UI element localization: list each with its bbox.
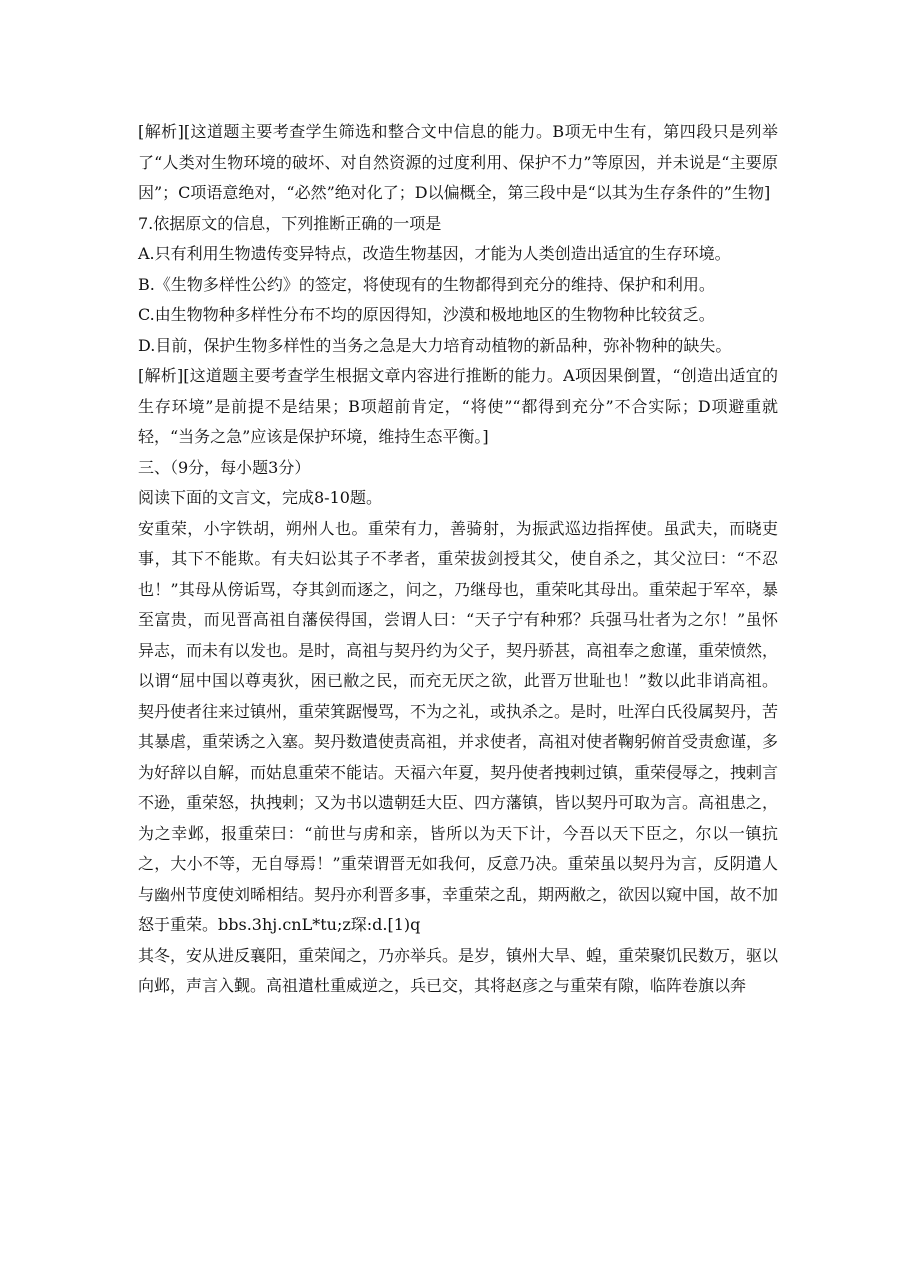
analysis-paragraph-q7: [解析][这道题主要考查学生根据文章内容进行推断的能力。A项因果倒置，“创造出适宜的生存环境”是前提不是结果；B项超前肯定，“将使”“都得到充分”不合实际；D项避重就轻，“当务之急”应该是保护环境，维持生态平衡。] (138, 366, 778, 446)
option-c: C.由生物物种多样性分布不均的原因得知，沙漠和极地地区的生物物种比较贫乏。 (138, 305, 715, 324)
section-heading: 三、（9分，每小题3分） (138, 457, 311, 477)
analysis-paragraph-q6: [解析][这道题主要考查学生筛选和整合文中信息的能力。B项无中生有，第四段只是列举了“人类对生物环境的破坏、对自然资源的过度利用、保护不力”等原因，并未说是“主要原因”；C项语意绝对，“必然”绝对化了；D以偏概全，第三段中是“以其为生存条件的”生物] (138, 122, 778, 202)
option-b: B.《生物多样性公约》的签定，将使现有的生物都得到充分的维持、保护和利用。 (138, 274, 715, 294)
reading-instruction: 阅读下面的文言文，完成8-10题。 (138, 488, 382, 507)
question-7-stem: 7.依据原文的信息，下列推断正确的一项是 (138, 213, 442, 233)
document-body (138, 117, 778, 1002)
classical-text-paragraph-2: 其冬，安从进反襄阳，重荣闻之，乃亦举兵。是岁，镇州大旱、蝗，重荣聚饥民数万，驱以向邺，声言入觐。高祖遣杜重威逆之，兵已交，其将赵彦之与重荣有隙，临阵卷旗以奔 (138, 945, 779, 995)
option-d: D.目前，保护生物多样性的当务之急是大力培育动植物的新品种，弥补物种的缺失。 (138, 335, 732, 355)
classical-text-paragraph-1: 安重荣，小字铁胡，朔州人也。重荣有力，善骑射，为振武巡边指挥使。虽武夫，而晓吏事，其下不能欺。有夫妇讼其子不孝者，重荣拔剑授其父，使自杀之，其父泣曰：“不忍也！”其母从傍诟骂，夺其剑而逐之，问之，乃继母也，重荣叱其母出。重荣起于军卒，暴至富贵，而见晋高祖自藩侯得国，尝谓人曰：“天子宁有种邪？兵强马壮者为之尔！”虽怀异志，而未有以发也。是时，高祖与契丹约为父子，契丹骄甚，高祖奉之愈谨，重荣愤然，以谓“屈中国以尊夷狄，困已敝之民，而充无厌之欲，此晋万世耻也！”数以此非诮高祖。契丹使者往来过镇州，重荣箕踞慢骂，不为之礼，或执杀之。是时，吐浑白氏役属契丹，苦其暴虐，重荣诱之入塞。契丹数遣使责高祖，并求使者，高祖对使者鞠躬俯首受责愈谨，多为好辞以自解，而姑息重荣不能诘。天福六年夏，契丹使者拽剌过镇，重荣侵辱之，拽剌言不逊，重荣怒，执拽剌；又为书以遗朝廷大臣、四方藩镇，皆以契丹可取为言。高祖患之，为之幸邺，报重荣曰：“前世与虏和亲，皆所以为天下计，今吾以天下臣之，尔以一镇抗之，大小不等，无自辱焉！”重荣谓晋无如我何，反意乃决。重荣虽以契丹为言，反阴遣人与幽州节度使刘晞相结。契丹亦利晋多事，幸重荣之乱，期两敝之，欲因以窥中国，故不加怒于重荣。bbs.3hj.cnL*tu;z琛:d.[1)q (138, 518, 779, 934)
option-a: A.只有利用生物遗传变异特点，改造生物基因，才能为人类创造出适宜的生存环境。 (138, 244, 731, 263)
